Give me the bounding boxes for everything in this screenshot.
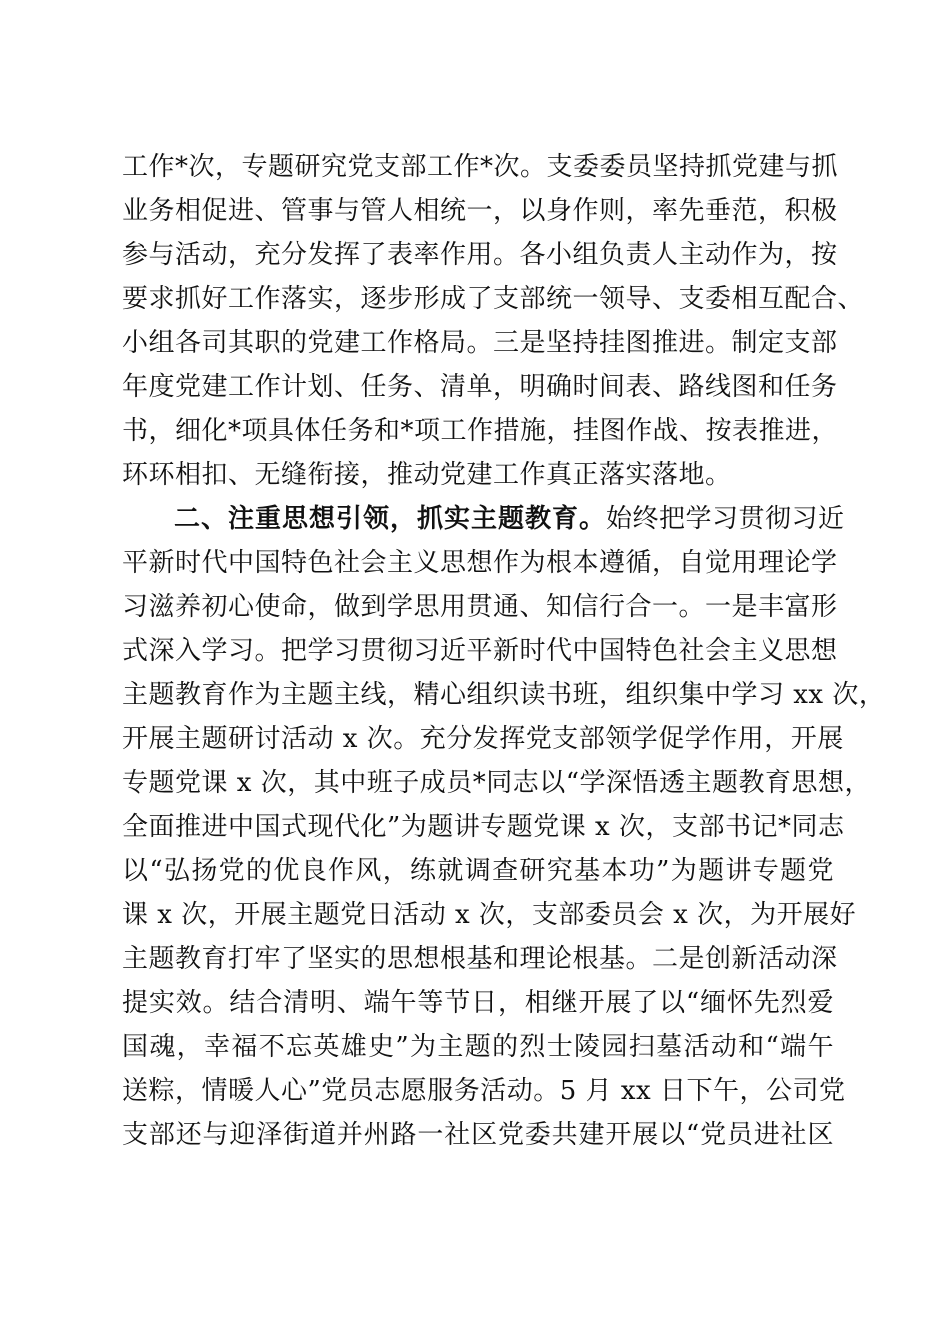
paragraph-line: 工作*次，专题研究党支部工作*次。支委委员坚持抓党建与抓 [122,152,839,182]
paragraph-line: 专题党课 x 次，其中班子成员*同志以“学深悟透主题教育思想， [122,768,871,798]
paragraph-line: 年度党建工作计划、任务、清单，明确时间表、路线图和任务 [122,372,838,402]
paragraph-line: 主题教育打牢了坚实的思想根基和理论根基。二是创新活动深 [122,944,838,974]
paragraph-text: 始终把学习贯彻习近 [606,504,845,534]
paragraph-line: 开展主题研讨活动 x 次。充分发挥党支部领学促学作用，开展 [122,724,844,754]
paragraph-line: 业务相促进、管事与管人相统一，以身作则，率先垂范，积极 [122,196,838,226]
paragraph-line: 小组各司其职的党建工作格局。三是坚持挂图推进。制定支部 [122,328,838,358]
paragraph-line: 主题教育作为主题主线，精心组织读书班，组织集中学习 xx 次， [122,680,886,710]
paragraph-line: 课 x 次，开展主题党日活动 x 次，支部委员会 x 次，为开展好 [122,900,857,930]
paragraph-line: 习滋养初心使命，做到学思用贯通、知信行合一。一是丰富形 [122,592,838,622]
section-heading: 二、注重思想引领，抓实主题教育。 [174,504,607,534]
paragraph-line: 要求抓好工作落实，逐步形成了支部统一领导、支委相互配合、 [122,284,865,314]
paragraph-line: 书，细化*项具体任务和*项工作措施，挂图作战、按表推进， [122,416,839,446]
paragraph-line: 全面推进中国式现代化”为题讲专题党课 x 次，支部书记*同志 [122,812,845,842]
paragraph-first-line [174,497,845,541]
paragraph-line: 平新时代中国特色社会主义思想作为根本遵循，自觉用理论学 [122,548,838,578]
paragraph-line: 国魂，幸福不忘英雄史”为主题的烈士陵园扫墓活动和“端午 [122,1032,834,1062]
paragraph-line: 以“弘扬党的优良作风，练就调查研究基本功”为题讲专题党 [122,856,834,886]
paragraph-line: 式深入学习。把学习贯彻习近平新时代中国特色社会主义思想 [122,636,838,666]
paragraph-line: 送粽，情暖人心”党员志愿服务活动。5 月 xx 日下午，公司党 [122,1076,846,1106]
paragraph-line: 支部还与迎泽街道并州路一社区党委共建开展以“党员进社区 [122,1120,834,1150]
paragraph-line: 环环相扣、无缝衔接，推动党建工作真正落实落地。 [122,460,732,490]
paragraph-line: 参与活动，充分发挥了表率作用。各小组负责人主动作为，按 [122,240,838,270]
paragraph-line: 提实效。结合清明、端午等节日，相继开展了以“缅怀先烈爱 [122,988,834,1018]
